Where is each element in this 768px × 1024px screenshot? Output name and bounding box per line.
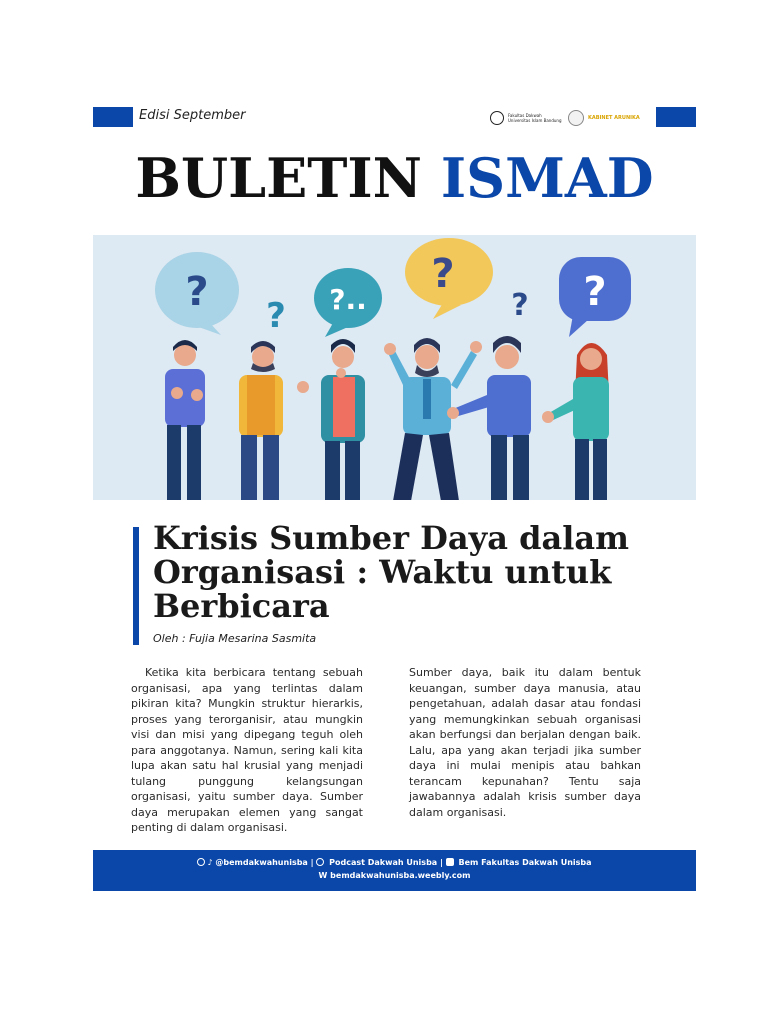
tiktok-icon: ♪ [207, 858, 213, 867]
header-logos [490, 108, 640, 128]
university-emblem-icon [568, 110, 584, 126]
bubble-1-mark: ? [185, 269, 209, 315]
bubble-6-mark: ? [583, 269, 607, 315]
kabinet-logo-text: KABINET ARUNIKA [588, 115, 640, 121]
footer-instagram-handle[interactable]: @bemdakwahunisba [215, 858, 308, 867]
article-column-1: Ketika kita berbicara tentang sebuah organisasi, apa yang terlintas dalam pikiran kita? Mungkin struktur hierarkis, proses yang terorganisir, atau mungkin visi dan misi yang dipegang teguh oleh para anggotanya. Namun, sering kali kita lupa akan satu hal krusial yang menjadi tulang punggung kelangsungan organisasi, yaitu sumber daya. Sumber daya merupakan elemen yang sangat penting di dalam organisasi. [131, 666, 363, 834]
instagram-icon [197, 858, 205, 866]
bulletin-page [93, 107, 696, 891]
spotify-icon [316, 858, 324, 866]
article-byline: Oleh : Fujia Mesarina Sasmita [153, 632, 317, 645]
footer-social-line [93, 858, 696, 867]
header-accent-bar-left [93, 107, 133, 127]
faculty-logo-icon [490, 111, 504, 125]
question-mark-small-2-icon [511, 288, 528, 323]
article-headline: Krisis Sumber Daya dalam Organisasi : Waktu untuk Berbicara [153, 519, 629, 625]
bubble-2-mark: ? [266, 296, 286, 336]
edition-label: Edisi September [139, 108, 246, 123]
faculty-logo-text: Fakultas Dakwah Universitas Islam Bandung [508, 113, 562, 123]
question-mark-small-1-icon [266, 296, 286, 336]
discussion-illustration [93, 235, 696, 500]
footer-bar [93, 850, 696, 891]
masthead-title [93, 147, 696, 209]
footer-youtube-link[interactable]: Bem Fakultas Dakwah Unisba [458, 858, 592, 867]
footer-separator: | [310, 858, 317, 867]
bubble-3-mark: ?.. [329, 283, 367, 316]
article-column-2: Sumber daya, baik itu dalam bentuk keuangan, sumber daya manusia, atau pengetahuan, adalah dasar atau fondasi yang memungkinkan sebuah organisasi akan berfungsi dan berjalan dengan baik. Lalu, apa yang akan terjadi jika sumber daya ini mulai menipis atau bahkan terancam kepunahan? Tentu saja jawabannya adalah krisis sumber daya dalam organisasi. [409, 666, 641, 819]
header-accent-bar-right [656, 107, 696, 127]
masthead-word-buletin: BULETIN [135, 146, 423, 210]
footer-website-link[interactable]: bemdakwahunisba.weebly.com [330, 871, 471, 880]
footer-website-line [93, 871, 696, 880]
footer-podcast-link[interactable]: Podcast Dakwah Unisba [329, 858, 438, 867]
masthead-word-ismad: ISMAD [440, 146, 654, 210]
youtube-icon [446, 858, 454, 866]
headline-accent-bar [133, 527, 139, 645]
bubble-4-mark: ? [431, 251, 455, 297]
footer-separator: | [439, 858, 446, 867]
bubble-5-mark: ? [511, 288, 529, 323]
weebly-icon: W [318, 871, 328, 880]
